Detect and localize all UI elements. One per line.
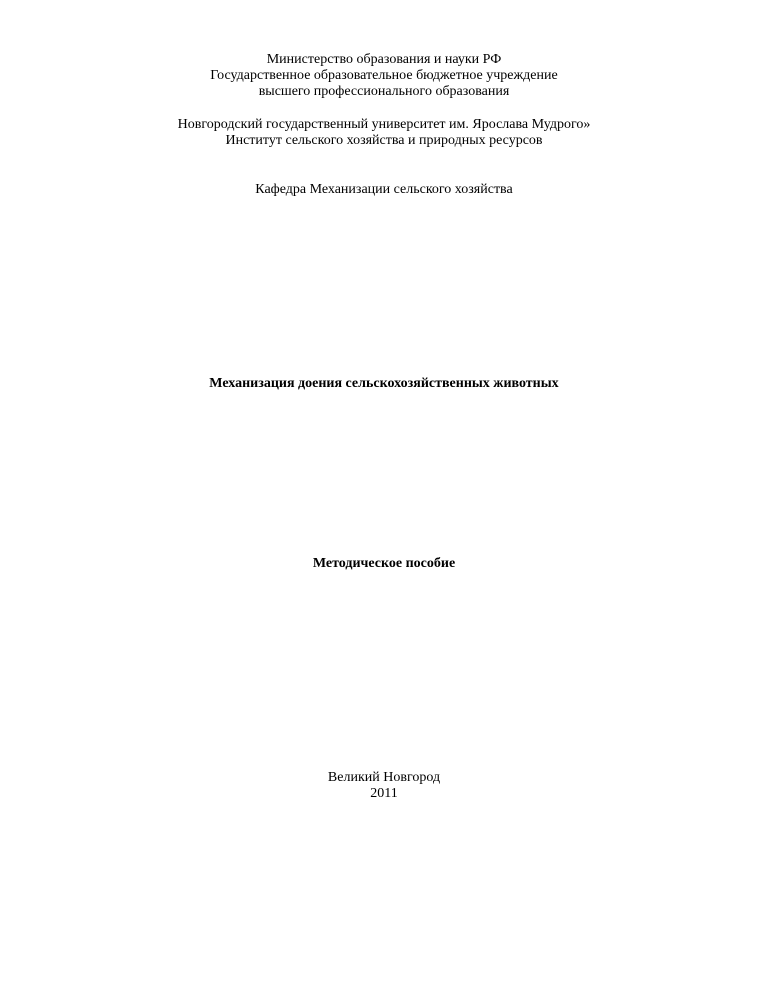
institution-type-line: Государственное образовательное бюджетное учреждение (210, 68, 558, 83)
ministry-line: Министерство образования и науки РФ (266, 52, 502, 67)
university-line: Новгородский государственный университет им. Ярослава Мудрого» (177, 117, 591, 132)
year-line: 2011 (370, 786, 398, 801)
document-title: Механизация доения сельскохозяйственных животных (209, 376, 559, 391)
document-subtitle: Методическое пособие (312, 556, 456, 571)
city-line: Великий Новгород (327, 770, 441, 785)
institute-line: Институт сельского хозяйства и природных ресурсов (225, 133, 543, 148)
education-level-line: высшего профессионального образования (258, 84, 510, 99)
department-line: Кафедра Механизации сельского хозяйства (255, 182, 513, 197)
